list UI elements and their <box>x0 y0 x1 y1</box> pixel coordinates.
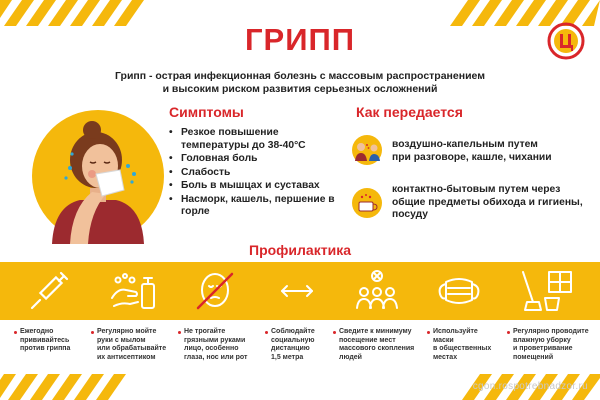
caption-line: Ежегодно <box>20 328 54 335</box>
transmission-contact-line-1: контактно-бытовым путем через <box>392 184 561 195</box>
corner-stripes-bottom-left <box>0 374 160 400</box>
shared-items-icon <box>352 188 382 218</box>
caption-line: Регулярно мойте <box>97 328 157 335</box>
caption-line: влажную уборку <box>513 336 571 344</box>
prevention-item <box>98 262 168 320</box>
caption-line: 1,5 метра <box>271 353 304 361</box>
prevention-item <box>510 262 584 320</box>
prevention-caption-cleaning <box>513 328 597 362</box>
transmission-airborne-line-2: при разговоре, кашле, чихании <box>392 151 552 163</box>
caption-line: помещений <box>513 353 554 361</box>
caption-line: прививайтесь <box>20 336 70 344</box>
caption-line: или обрабатывайте <box>97 345 167 352</box>
caption-line: и проветривание <box>513 345 573 352</box>
prevention-item <box>424 262 494 320</box>
caption-line: грязными руками <box>184 336 246 344</box>
sneeze-people-icon <box>352 135 382 165</box>
caption-line: дистанцию <box>271 345 310 352</box>
definition-text <box>100 70 500 95</box>
symptoms-list <box>169 127 344 220</box>
cleaning-icon <box>519 268 575 319</box>
symptoms-heading: Симптомы <box>169 104 244 120</box>
prevention-caption-handwash <box>97 328 181 362</box>
transmission-contact-line-3: посуду <box>392 209 428 220</box>
definition-line-2: и высоким риском развития серьезных осложнений <box>162 82 438 95</box>
prevention-item <box>342 262 412 320</box>
transmission-airborne-text <box>392 139 592 164</box>
transmission-contact-text <box>392 184 592 222</box>
caption-line: людей <box>339 353 362 361</box>
caption-line: Не трогайте <box>184 328 226 335</box>
sick-person-illustration <box>30 108 166 244</box>
distance-icon <box>274 268 320 319</box>
prevention-caption-no-face-touch <box>184 328 264 362</box>
list-item: • Боль в мышцах и суставах <box>169 180 344 193</box>
caption-line: глаза, нос или рот <box>184 353 248 361</box>
website-url: cgon.rospotrebnadzor.ru <box>472 381 588 392</box>
caption-line: местах <box>433 353 458 361</box>
prevention-caption-distance <box>271 328 335 362</box>
caption-line: Регулярно проводите <box>513 328 589 335</box>
page-title: ГРИПП <box>244 22 356 57</box>
no-face-touch-icon <box>192 268 238 319</box>
crowd-icon <box>352 268 402 319</box>
prevention-item <box>262 262 332 320</box>
list-item: • Насморк, кашель, першение в горле <box>169 194 344 219</box>
caption-line: против гриппа <box>20 345 71 352</box>
rospotrebnadzor-logo-icon <box>547 22 585 60</box>
transmission-heading: Как передается <box>356 104 463 120</box>
prevention-item <box>14 262 84 320</box>
caption-line: посещение мест <box>339 336 396 344</box>
list-item: • Резкое повышение температуры до 38-40°С <box>169 127 344 152</box>
handwash-icon <box>108 268 158 319</box>
syringe-icon <box>26 268 72 319</box>
prevention-heading: Профилактика <box>249 242 351 258</box>
mask-icon <box>434 268 484 319</box>
caption-line: Сведите к минимуму <box>339 328 412 335</box>
definition-line-1: Грипп - острая инфекционная болезнь с массовым распространением <box>115 70 485 82</box>
list-item: • Слабость <box>169 167 344 180</box>
caption-line: Соблюдайте <box>271 328 315 335</box>
prevention-item <box>180 262 250 320</box>
transmission-contact-line-2: общие предметы обихода и гигиены, <box>392 196 583 208</box>
caption-line: руки с мылом <box>97 336 146 344</box>
caption-line: лицо, особенно <box>184 345 239 352</box>
prevention-caption-masks <box>433 328 503 362</box>
caption-line: Используйте <box>433 328 478 335</box>
caption-line: в общественных <box>433 345 492 352</box>
caption-line: маски <box>433 336 454 344</box>
list-item: • Головная боль <box>169 153 344 166</box>
caption-line: социальную <box>271 336 315 344</box>
prevention-caption-vaccinate <box>20 328 98 354</box>
caption-line: массового скопления <box>339 345 415 352</box>
caption-line: их антисептиком <box>97 353 156 361</box>
prevention-caption-crowds <box>339 328 423 362</box>
transmission-airborne-line-1: воздушно-капельным путем <box>392 139 538 150</box>
